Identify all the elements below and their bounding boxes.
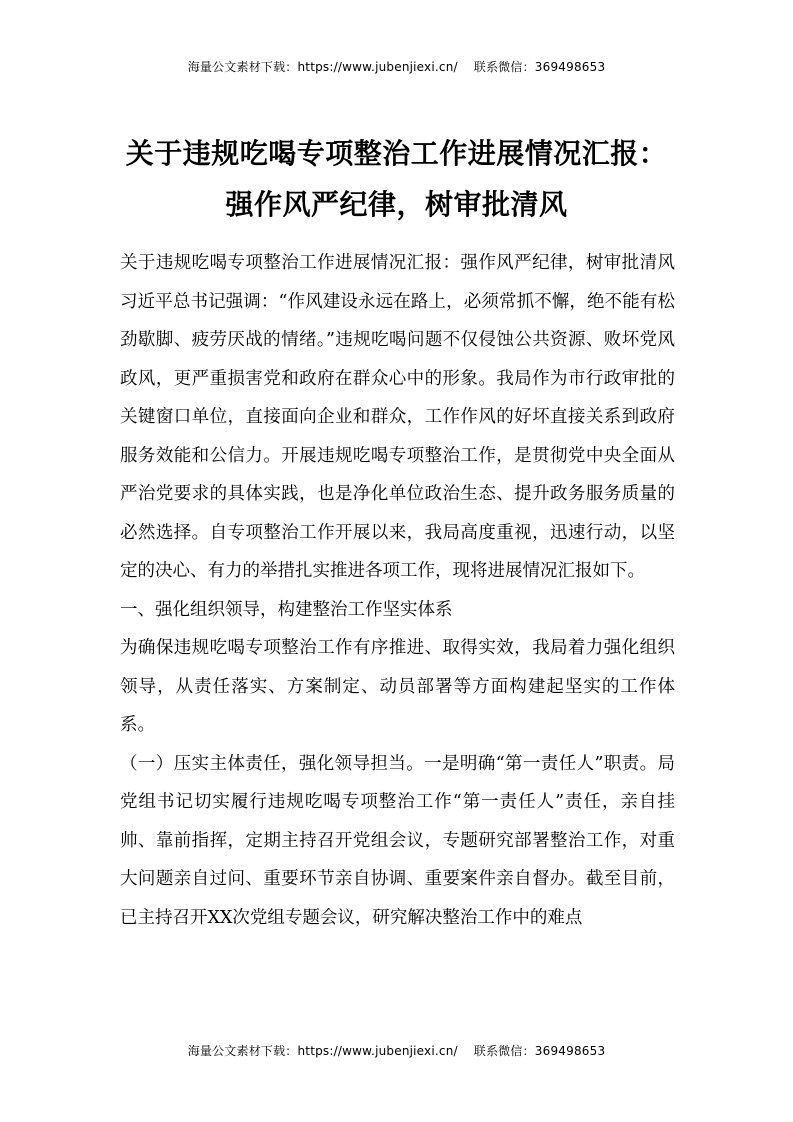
paragraph-intro: 关于违规吃喝专项整治工作进展情况汇报：强作风严纪律，树审批清风习近平总书记强调：“作风建设永远在路上，必须常抓不懈，绝不能有松劲歇脚、疲劳厌战的情绪。”违规吃喝问题不仅侵蚀公共资源、败坏党风政风，更严重损害党和政府在群众心中的形象。我局作为市行政审批的关键窗口单位，直接面向企业和群众，工作作风的好坏直接关系到政府服务效能和公信力。开展违规吃喝专项整治工作，是贯彻党中央全面从严治党要求的具体实践，也是净化单位政治生态、提升政务服务质量的必然选择。自专项整治工作开展以来，我局高度重视，迅速行动，以坚定的决心、有力的举措扎实推进各项工作，现将进展情况汇报如下。 [120,253,675,581]
document-title [60,128,733,230]
paragraph-section-1: 为确保违规吃喝专项整治工作有序推进、取得实效，我局着力强化组织领导，从责任落实、方案制定、动员部署等方面构建起坚实的工作体系。 [120,638,675,735]
document-body [120,244,675,937]
header-site-label: 海量公文素材下载：https://www.jubenjiexi.cn/ [187,60,458,74]
page-footer [0,1042,793,1059]
page-header [0,58,793,75]
title-line-2: 强作风严纪律，树审批清风 [225,188,568,221]
footer-site-label: 海量公文素材下载：https://www.jubenjiexi.cn/ [187,1044,458,1058]
footer-contact-label: 联系微信：369498653 [473,1044,606,1058]
header-contact-label: 联系微信：369498653 [473,60,606,74]
title-line-1: 关于违规吃喝专项整治工作进展情况汇报： [125,137,668,170]
section-heading-1: 一、强化组织领导，构建整治工作坚实体系 [120,599,453,620]
paragraph-subsection-1: （一）压实主体责任，强化领导担当。一是明确“第一责任人”职责。局党组书记切实履行违规吃喝专项整治工作“第一责任人”责任，亲自挂帅、靠前指挥，定期主持召开党组会议，专题研究部署整治工作，对重大问题亲自过问、重要环节亲自协调、重要案件亲自督办。截至目前，已主持召开XX次党组专题会议，研究解决整治工作中的难点 [120,753,675,928]
